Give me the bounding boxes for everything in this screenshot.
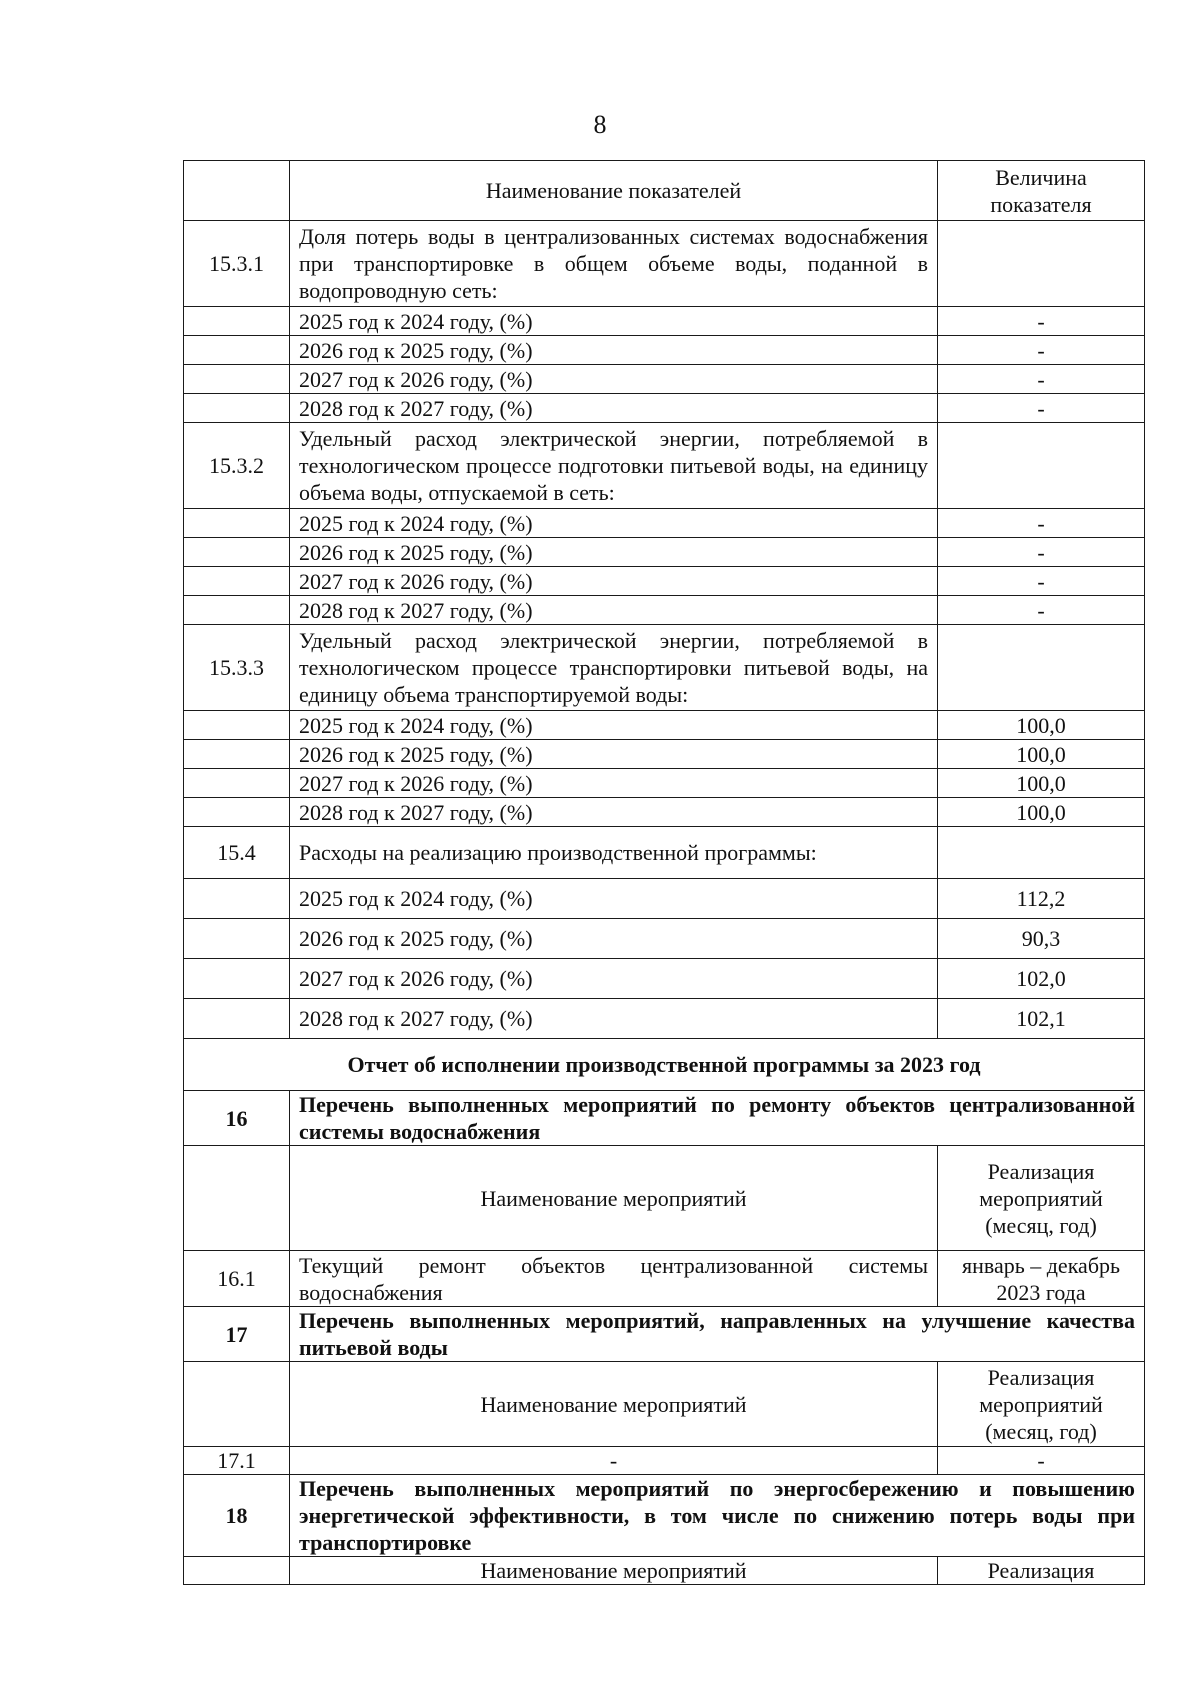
- indicator-year-row: [184, 999, 1145, 1039]
- section-title-row: [184, 1091, 1145, 1146]
- year-label: 2026 год к 2025 году, (%): [290, 919, 938, 959]
- indicator-title: Удельный расход электрической энергии, потребляемой в технологическом процессе транспортировки питьевой воды, на единицу объема транспортируемой воды:: [290, 625, 938, 711]
- item-value: -: [938, 1447, 1145, 1475]
- year-label: 2028 год к 2027 году, (%): [290, 394, 938, 423]
- year-label: 2027 год к 2026 году, (%): [290, 365, 938, 394]
- year-number-cell: [184, 879, 290, 919]
- year-value: 90,3: [938, 919, 1145, 959]
- section-column-header-row: [184, 1146, 1145, 1251]
- header-number-cell: [184, 161, 290, 221]
- item-value: январь – декабрь 2023 года: [938, 1251, 1145, 1307]
- year-label: 2026 год к 2025 году, (%): [290, 740, 938, 769]
- indicators-table: [183, 160, 1145, 1585]
- year-value: -: [938, 567, 1145, 596]
- section-number: 16: [184, 1091, 290, 1146]
- section-header-number-cell: [184, 1557, 290, 1585]
- section-header-name: Наименование мероприятий: [290, 1146, 938, 1251]
- indicator-year-row: [184, 959, 1145, 999]
- item-number: 16.1: [184, 1251, 290, 1307]
- indicator-title-row: [184, 625, 1145, 711]
- section-header-number-cell: [184, 1146, 290, 1251]
- header-name-cell: Наименование показателей: [290, 161, 938, 221]
- year-number-cell: [184, 365, 290, 394]
- indicator-year-row: [184, 567, 1145, 596]
- indicator-number: 15.3.3: [184, 625, 290, 711]
- year-number-cell: [184, 711, 290, 740]
- section-header-value: Реализация мероприятий (месяц, год): [938, 1362, 1145, 1447]
- section-header-number-cell: [184, 1362, 290, 1447]
- year-label: 2028 год к 2027 году, (%): [290, 596, 938, 625]
- year-value: 102,1: [938, 999, 1145, 1039]
- year-value: 102,0: [938, 959, 1145, 999]
- indicator-title: Удельный расход электрической энергии, потребляемой в технологическом процессе подготовки питьевой воды, на единицу объема воды, отпускаемой в сеть:: [290, 423, 938, 509]
- indicator-year-row: [184, 740, 1145, 769]
- section-column-header-row: [184, 1362, 1145, 1447]
- year-number-cell: [184, 307, 290, 336]
- year-value: -: [938, 365, 1145, 394]
- year-label: 2026 год к 2025 году, (%): [290, 538, 938, 567]
- indicator-title-value: [938, 827, 1145, 879]
- year-label: 2026 год к 2025 году, (%): [290, 336, 938, 365]
- indicator-title-value: [938, 423, 1145, 509]
- indicator-title-row: [184, 827, 1145, 879]
- year-value: -: [938, 307, 1145, 336]
- year-number-cell: [184, 538, 290, 567]
- section-header-value: Реализация мероприятий (месяц, год): [938, 1146, 1145, 1251]
- indicator-year-row: [184, 336, 1145, 365]
- year-value: -: [938, 336, 1145, 365]
- item-number: 17.1: [184, 1447, 290, 1475]
- report-title: Отчет об исполнении производственной программы за 2023 год: [184, 1039, 1145, 1091]
- year-number-cell: [184, 394, 290, 423]
- indicator-number: 15.3.1: [184, 221, 290, 307]
- indicator-year-row: [184, 307, 1145, 336]
- section-column-header-row: [184, 1557, 1145, 1585]
- year-value: 100,0: [938, 769, 1145, 798]
- indicator-title: Доля потерь воды в централизованных системах водоснабжения при транспортировке в общем объеме воды, поданной в водопроводную сеть:: [290, 221, 938, 307]
- page-number: 8: [593, 110, 607, 139]
- year-label: 2028 год к 2027 году, (%): [290, 798, 938, 827]
- year-value: -: [938, 596, 1145, 625]
- section-item-row: [184, 1251, 1145, 1307]
- year-value: 100,0: [938, 711, 1145, 740]
- year-label: 2027 год к 2026 году, (%): [290, 959, 938, 999]
- section-header-name: Наименование мероприятий: [290, 1557, 938, 1585]
- year-label: 2027 год к 2026 году, (%): [290, 567, 938, 596]
- indicator-year-row: [184, 879, 1145, 919]
- year-number-cell: [184, 999, 290, 1039]
- section-number: 18: [184, 1475, 290, 1557]
- indicator-year-row: [184, 711, 1145, 740]
- indicator-year-row: [184, 538, 1145, 567]
- year-number-cell: [184, 336, 290, 365]
- indicator-year-row: [184, 509, 1145, 538]
- section-title-row: [184, 1475, 1145, 1557]
- indicator-year-row: [184, 365, 1145, 394]
- table-header-row: [184, 161, 1145, 221]
- year-number-cell: [184, 567, 290, 596]
- indicator-number: 15.4: [184, 827, 290, 879]
- year-label: 2025 год к 2024 году, (%): [290, 509, 938, 538]
- indicator-title-row: [184, 423, 1145, 509]
- indicator-title-value: [938, 221, 1145, 307]
- indicator-year-row: [184, 596, 1145, 625]
- header-value-cell: Величина показателя: [938, 161, 1145, 221]
- indicator-title: Расходы на реализацию производственной программы:: [290, 827, 938, 879]
- indicator-year-row: [184, 394, 1145, 423]
- year-label: 2028 год к 2027 году, (%): [290, 999, 938, 1039]
- year-value: 112,2: [938, 879, 1145, 919]
- section-header-value: Реализация: [938, 1557, 1145, 1585]
- indicator-year-row: [184, 798, 1145, 827]
- year-label: 2025 год к 2024 году, (%): [290, 307, 938, 336]
- year-value: 100,0: [938, 798, 1145, 827]
- year-value: 100,0: [938, 740, 1145, 769]
- section-title: Перечень выполненных мероприятий по энергосбережению и повышению энергетической эффективности, в том числе по снижению потерь воды при транспортировке: [290, 1475, 1145, 1557]
- year-number-cell: [184, 509, 290, 538]
- item-name: Текущий ремонт объектов централизованной системы водоснабжения: [290, 1251, 938, 1307]
- indicator-title-value: [938, 625, 1145, 711]
- indicator-title-row: [184, 221, 1145, 307]
- year-label: 2025 год к 2024 году, (%): [290, 879, 938, 919]
- report-title-row: [184, 1039, 1145, 1091]
- year-number-cell: [184, 596, 290, 625]
- year-number-cell: [184, 798, 290, 827]
- year-number-cell: [184, 740, 290, 769]
- indicator-year-row: [184, 769, 1145, 798]
- year-label: 2027 год к 2026 году, (%): [290, 769, 938, 798]
- section-item-row: [184, 1447, 1145, 1475]
- year-value: -: [938, 509, 1145, 538]
- year-number-cell: [184, 959, 290, 999]
- section-header-name: Наименование мероприятий: [290, 1362, 938, 1447]
- indicator-year-row: [184, 919, 1145, 959]
- section-number: 17: [184, 1307, 290, 1362]
- item-name: -: [290, 1447, 938, 1475]
- year-number-cell: [184, 769, 290, 798]
- section-title-row: [184, 1307, 1145, 1362]
- indicator-number: 15.3.2: [184, 423, 290, 509]
- year-value: -: [938, 394, 1145, 423]
- section-title: Перечень выполненных мероприятий по ремонту объектов централизованной системы водоснабжения: [290, 1091, 1145, 1146]
- year-number-cell: [184, 919, 290, 959]
- year-label: 2025 год к 2024 году, (%): [290, 711, 938, 740]
- section-title: Перечень выполненных мероприятий, направленных на улучшение качества питьевой воды: [290, 1307, 1145, 1362]
- year-value: -: [938, 538, 1145, 567]
